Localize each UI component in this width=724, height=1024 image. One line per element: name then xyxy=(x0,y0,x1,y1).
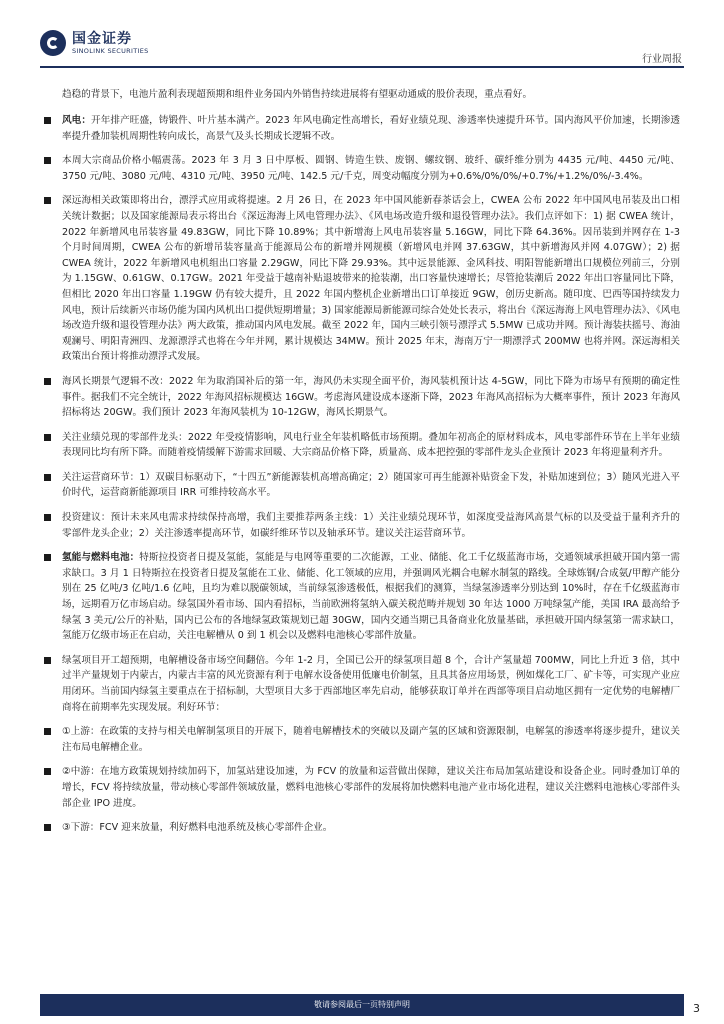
bullet-paragraph: 绿氢项目开工超预期，电解槽设备市场空间翻倍。今年 1-2 月，全国已公开的绿氢项目超 8 个，合计产氢量超 700MW，同比上升近 3 倍，其中过半产量规划于内蒙古，内蒙古丰富的风光资源有利于电解水设备使用低廉电价制氢，且具其备应用场景，例如煤化工厂、矿卡等，可实现产业应用闭环。当前国内绿氢主要重点在于招标制，大型项目大多于西部地区率先启动，能够获取订单并在西部等项目启动地区拥有一定优势的电解槽厂商将在前期率先实现发展。利好环节： xyxy=(62,653,680,715)
report-type: 行业周报 xyxy=(642,54,682,65)
logo-name-cn: 国金证券 xyxy=(72,30,132,47)
bullet-icon xyxy=(44,728,51,735)
intro-paragraph: 趋稳的背景下，电池片盈利表现超预期和组件业务国内外销售持续进展将有望驱动通威的股价表现，重点看好。 xyxy=(62,89,533,100)
bullet-paragraph: 关注业绩兑现的零部件龙头：2022 年受疫情影响，风电行业全年装机略低市场预期。叠加年初高企的原材料成本，风电零部件环节在上半年业绩表现同比均有所下降。而随着疫情缓解下游需求回暖、大宗商品价格下降，质量高、成本把控强的零部件龙头企业预计 2023 年将迎量利齐升。 xyxy=(62,430,680,461)
bullet-icon xyxy=(44,197,51,204)
page-number: 3 xyxy=(693,1002,700,1015)
sub-paragraph: ②中游：在地方政策规划持续加码下，加氢站建设加速，为 FCV 的放量和运营做出保障，建议关注布局加氢站建设和设备企业。同时叠加订单的增长，FCV 将持续放量，带动核心零部件领域放量，燃料电池核心零部件的发展将加快燃料电池产业市场化进程，建议关注燃料电池核心零部件头部企业 IPO 进度。 xyxy=(62,764,680,811)
bullet-icon xyxy=(44,378,51,385)
bullet-icon xyxy=(44,768,51,775)
bullet-paragraph: 氢能与燃料电池：特斯拉投资者日提及氢能，氢能是与电网等重要的二次能源，工业、储能、化工千亿级蓝海市场，交通领域承担破开国内第一需求缺口。3 月 1 日特斯拉在投资者日提及氢能在工业、储能、化工领域的应用，并强调风光耦合电解水制氢的路线。全球炼钢/合成氨/甲醇产能分别在 25 亿吨/3 亿吨/1.6 亿吨，且均为难以脱碳领域，当前绿氢渗透极低，根据我们的测算，当绿氢渗透率分别达到 10%时，存在千亿级蓝海市场，远期看万亿市场启动。绿氢国外看市场、国内看招标，当前欧洲将氢纳入碳关税范畴并规划 30 年达 1000 万吨绿氢产能，美国 IRA 最高给予绿氢 3 美元/公斤的补贴，国内已公布的各地绿氢政策规划已超 30GW，国内交通当期已具备商业化放量基础，承担破开国内绿氢第一需求缺口，氢能万亿级市场正在启动，关注电解槽从 0 到 1 机会以及燃料电池核心零部件放量。 xyxy=(62,550,680,644)
bullet-paragraph: 深远海相关政策即将出台，漂浮式应用或将提速。2 月 26 日，在 2023 年中国风能新春茶话会上，CWEA 公布 2022 年中国风电吊装及出口相关统计数据；以及国家能源局表示将出台《深远海海上风电管理办法》、《风电场改造升级和退役管理办法》。我们点评如下：1) 据 CWEA 统计，2022 年新增风电吊装容量 49.83GW，同比下降 10.89%；其中新增海上风电吊装容量 5.16GW，同比下降 64.36%。因吊装到并网存在 1-3 个月时间周期，CWEA 公布的新增吊装容量高于能源局公布的新增并网规模（新增风电并网 37.63GW，其中新增海风并网 4.07GW）；2) 据 CWEA 统计，2022 年新增风电机组出口容量 2.29GW，同比下降 29.93%。其中远景能源、金风科技、明阳智能新增出口规模位列前三，分别为 1.15GW、0.61GW、0.17GW。2021 年受益于越南补贴退坡带来的抢装潮，出口容量快速增长；尽管抢装潮后 2022 年出口容量同比下降，但相比 2020 年出口容量 1.19GW 仍有较大提升，且 2022 年国内整机企业新增出口订单接近 9GW，创历史新高。随印度、巴西等国持续发力风电，预计后续新兴市场仍能为国内风机出口提供短期增量；3) 国家能源局新能源司综合处处长表示，将出台《深远海海上风电管理办法》、《风电场改造升级和退役管理办法》两大政策，推动国内风电发展。截至 2022 年，国内三峡引领号漂浮式 5.5MW 已成功并网。预计海装扶摇号、海油观澜号、明阳青洲四、龙源漂浮式也将在今年并网，累计规模达 34MW。预计 2025 年末，海南万宁一期漂浮式 200MW 也将并网。深远海相关政策出台预计将推动漂浮式发展。 xyxy=(62,193,680,365)
bullet-paragraph: 投资建议：预计未来风电需求持续保持高增，我们主要推荐两条主线：1）关注业绩兑现环节，如深度受益海风高景气标的以及受益于量利齐升的零部件龙头企业；2）关注渗透率提高环节，如碳纤维环节以及轴承环节。建议关注运营商环节。 xyxy=(62,510,680,541)
bullet-icon xyxy=(44,157,51,164)
page-body xyxy=(62,87,680,845)
bullet-paragraph: 本周大宗商品价格小幅震荡。2023 年 3 月 3 日中厚板、圆钢、铸造生铁、废钢、螺纹钢、玻纤、碳纤维分别为 4435 元/吨、4450 元/吨、3750 元/吨、3080 元/吨、4310 元/吨、3950 元/吨、142.5 元/千克，周变动幅度分别为+0.6%/0%/0%/+0.7%/+1.2%/0%/-3.4%。 xyxy=(62,153,680,184)
footer-disclaimer: 敬请参阅最后一页特别声明 xyxy=(314,1000,410,1009)
bullet-paragraph: 风电：开年排产旺盛，铸锻件、叶片基本满产。2023 年风电确定性高增长，看好业绩兑现、渗透率快速提升环节。国内海风平价加速，长期渗透率提升叠加装机周期性转向成长，高景气及头长期成长逻辑不改。 xyxy=(62,113,680,144)
sub-paragraph: ①上游：在政策的支持与相关电解制氢项目的开展下，随着电解槽技术的突破以及副产氢的区域和资源限制，电解氢的渗透率将逐步提升，建议关注布局电解槽企业。 xyxy=(62,724,680,755)
bullet-icon xyxy=(44,117,51,124)
logo-name-en: SINOLINK SECURITIES xyxy=(72,46,149,55)
bullet-icon xyxy=(44,824,51,831)
bullet-icon xyxy=(44,474,51,481)
header-divider xyxy=(40,66,684,68)
bullet-icon xyxy=(44,434,51,441)
bullet-paragraph: 海风长期景气逻辑不改：2022 年为取消国补后的第一年，海风仍未实现全面平价，海风装机预计达 4-5GW，同比下降为市场早有预期的确定性事件。据我们不完全统计，2022 年海风招标规模达 16GW。考虑海风建设成本逐渐下降，2023 年海风高招标为大概率事件，预计 2023 年海风招标将达 20GW。我们预计 2023 年海风装机为 10-12GW，海风长期景气。 xyxy=(62,374,680,421)
sub-paragraph: ③下游：FCV 迎来放量，利好燃料电池系统及核心零部件企业。 xyxy=(62,820,680,836)
bullet-icon xyxy=(44,514,51,521)
bullet-icon xyxy=(44,554,51,561)
bullet-paragraph: 关注运营商环节：1）双碳目标驱动下，“十四五”新能源装机高增高确定；2）随国家可再生能源补贴资金下发，补贴加速到位；3）随风光进入平价时代，运营商新能源项目 IRR 可维持较高水平。 xyxy=(62,470,680,501)
bullet-icon xyxy=(44,657,51,664)
logo-icon xyxy=(40,30,66,56)
company-logo xyxy=(40,30,149,56)
